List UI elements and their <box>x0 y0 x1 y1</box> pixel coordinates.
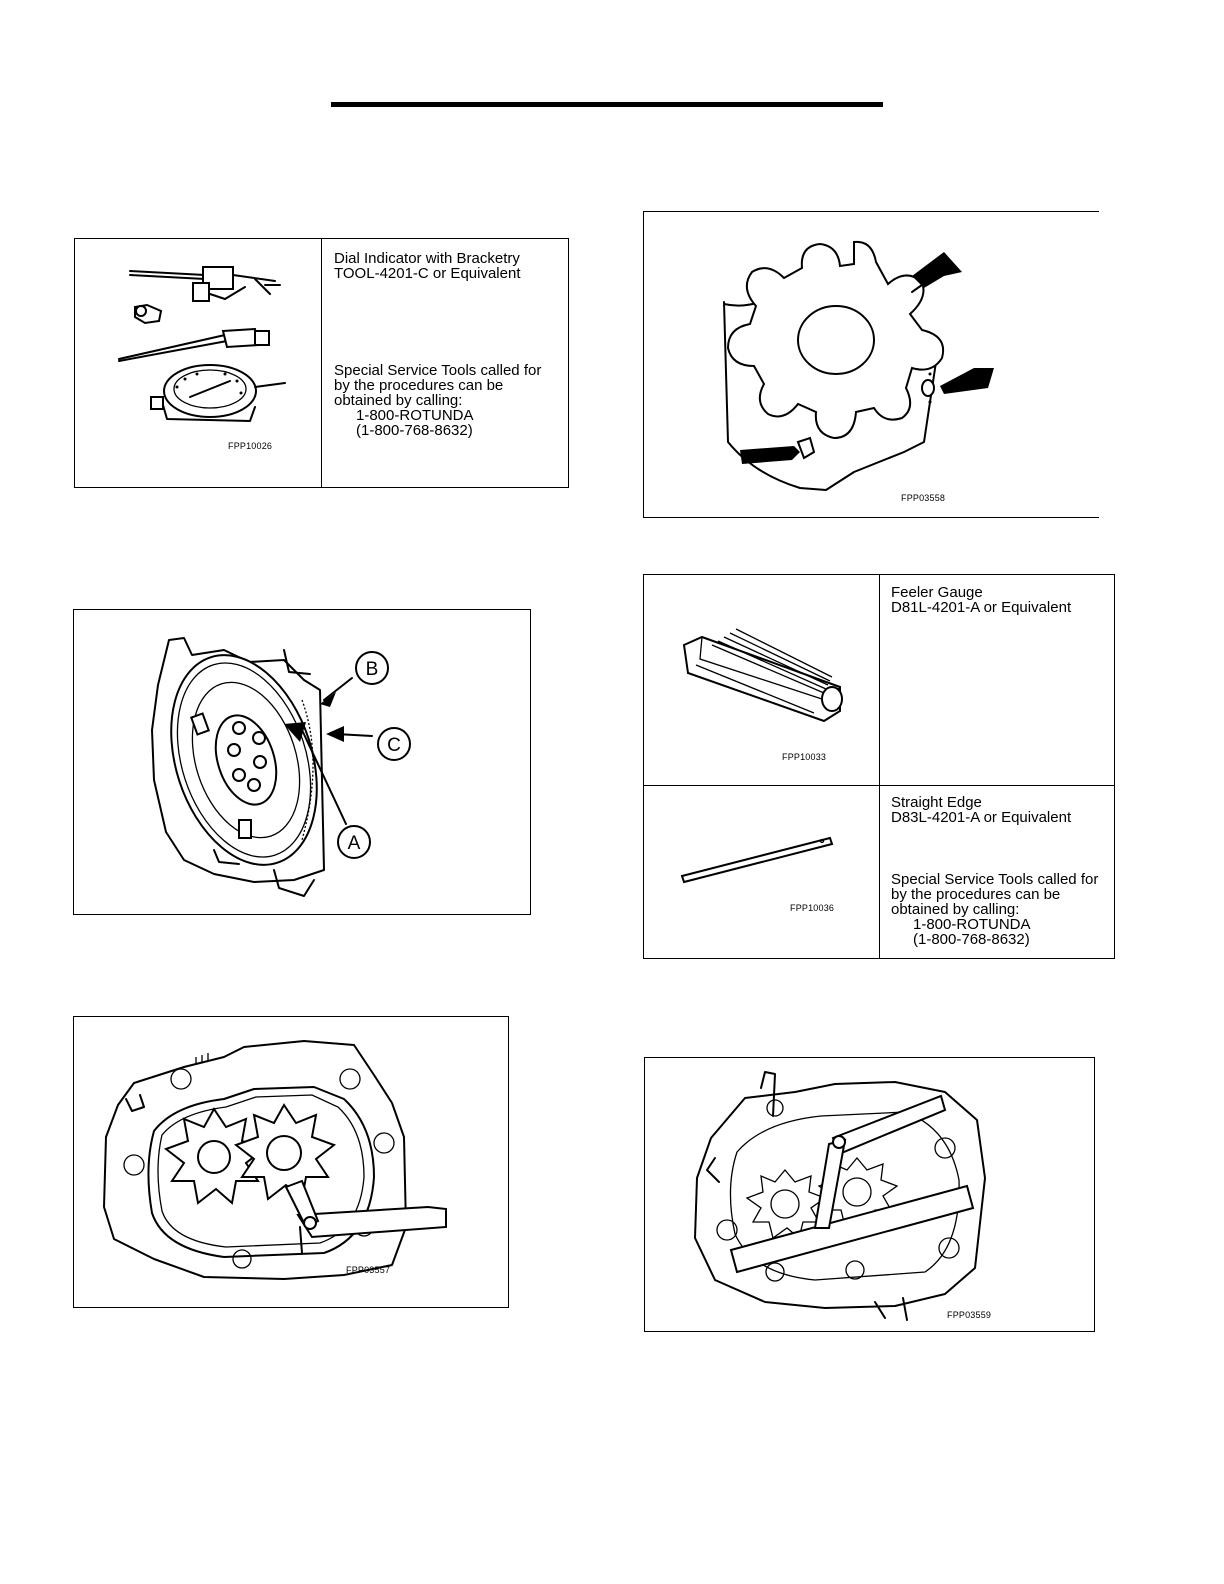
dial-indicator-illustration <box>75 239 321 489</box>
figure-id: FPP10026 <box>228 441 273 451</box>
callout-b: B <box>365 659 379 680</box>
note-line: Special Service Tools called for <box>891 871 1099 888</box>
tool-table-gauges <box>643 574 1115 959</box>
note-line: obtained by calling: <box>891 901 1020 918</box>
tool-name: Feeler Gauge <box>891 584 983 601</box>
table-divider <box>321 239 322 487</box>
tool-description <box>891 585 1111 615</box>
figure-id: FPP03558 <box>901 493 946 503</box>
tool-part-number: D81L-4201-A or Equivalent <box>891 599 1072 616</box>
phone-number: 1-800-ROTUNDA <box>913 916 1031 933</box>
figure-gear-marks <box>643 211 1099 518</box>
note-line: obtained by calling: <box>334 392 463 409</box>
phone-number: (1-800-768-8632) <box>356 422 473 439</box>
phone-number: (1-800-768-8632) <box>913 931 1030 948</box>
tool-part-number: D83L-4201-A or Equivalent <box>891 809 1072 826</box>
tool-name: Dial Indicator with Bracketry <box>334 250 520 267</box>
figure-id: FPP10033 <box>782 752 827 762</box>
callout-c: C <box>387 735 401 756</box>
note-line: by the procedures can be <box>891 886 1061 903</box>
table-divider <box>879 575 880 958</box>
gear-marks-illustration <box>644 212 1100 519</box>
figure-id: FPP10036 <box>790 903 835 913</box>
pump-straight-edge-illustration <box>645 1058 1096 1333</box>
phone-number: 1-800-ROTUNDA <box>356 407 474 424</box>
note-line: by the procedures can be <box>334 377 504 394</box>
figure-pump-straight-edge <box>644 1057 1095 1332</box>
figure-id: FPP03557 <box>346 1265 391 1275</box>
tool-ordering-note <box>334 363 564 438</box>
tool-ordering-note <box>891 872 1113 947</box>
tool-part-number: TOOL-4201-C or Equivalent <box>334 265 521 282</box>
tool-description <box>334 251 564 281</box>
figure-id: FPP03559 <box>947 1310 992 1320</box>
tool-name: Straight Edge <box>891 794 982 811</box>
tool-table-dial-indicator <box>74 238 569 488</box>
figure-pump-gear-clearance <box>73 1016 509 1308</box>
callout-a: A <box>347 833 361 854</box>
pump-gear-illustration <box>74 1017 510 1309</box>
header-rule <box>331 102 883 107</box>
straight-edge-illustration <box>644 786 879 960</box>
flywheel-illustration <box>74 610 532 916</box>
note-line: Special Service Tools called for <box>334 362 542 379</box>
tool-description <box>891 795 1113 825</box>
feeler-gauge-illustration <box>644 575 879 785</box>
figure-flywheel <box>73 609 531 915</box>
